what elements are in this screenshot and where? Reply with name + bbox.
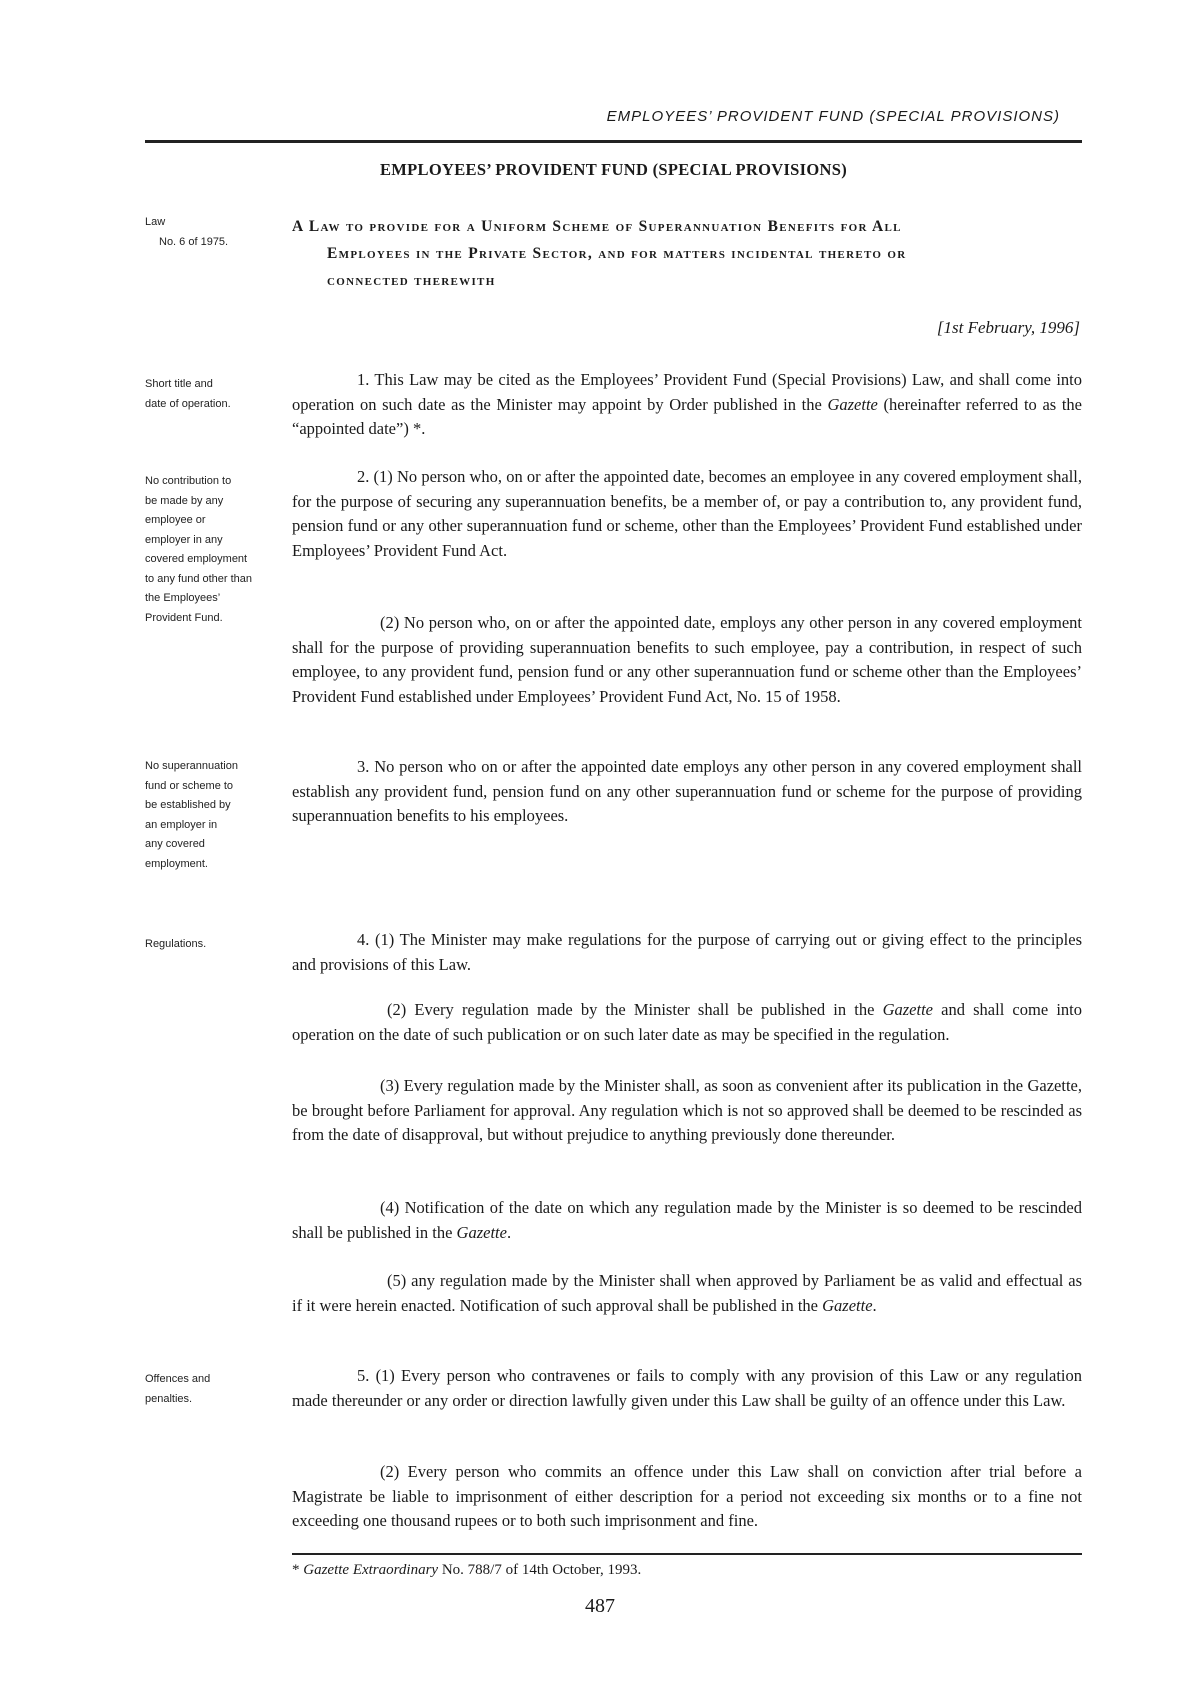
section-4-2 [292,998,1082,1047]
long-title-line: A Law to provide for a Uniform Scheme of Superannuation Benefits for All [292,218,902,235]
section-text: . [506,1222,512,1242]
footnote [292,1562,1082,1579]
marginal-note-line: Regulations. [145,938,207,950]
section-3: 3. No person who on or after the appointed date employs any other person in any covered employment shall establish any provident fund, pension fund on any other superannuation fund or scheme for the purpose of providing superannuation benefits to his employees. [292,757,1082,825]
marginal-note-line: any covered [145,838,205,850]
section-4-5 [292,1269,1082,1318]
section-text: (5) any regulation made by the Minister shall when approved by Parliament be as valid and effectual as if it were herein enacted. Notification of such approval shall be published in the [292,1271,1082,1315]
footnote-marker: * [292,1562,304,1578]
marginal-note-line: Short title and [145,378,213,390]
long-title-line: connected therewith [327,272,496,289]
section-text: (2) Every regulation made by the Minister shall be published in the [387,1000,883,1019]
marginal-note-line: penalties. [145,1392,193,1405]
marginal-note-regulations [145,935,270,955]
marginal-note-line: Provident Fund. [145,611,223,624]
marginal-note-line: employer in any [145,533,223,546]
law-note-line: Law [145,216,166,228]
page-number: 487 [585,1595,615,1617]
marginal-note-line: No contribution to [145,475,232,487]
law-note-line: No. 6 of 1975. [159,235,229,248]
marginal-note-line: employee or [145,514,206,526]
gazette-italic: Gazette [882,1000,933,1019]
enactment-date: [1st February, 1996] [936,318,1080,337]
section-5-1: 5. (1) Every person who contravenes or fails to comply with any provision of this Law or any regulation made thereunder or any order or direction lawfully given under this Law shall be guilty of an offence under this Law. [292,1366,1082,1410]
long-title [292,213,1082,294]
section-text: 1. This Law may be cited as the Employees’ Provident Fund (Special Provisions) Law, and shall come into operation on such date as the Minister may appoint by Order published in the [292,370,1082,414]
marginal-note-line: be made by any [145,494,224,507]
marginal-note-short-title [145,375,270,414]
marginal-note-line: an employer in [145,818,218,831]
section-4-1: 4. (1) The Minister may make regulations for the purpose of carrying out or giving effect to the principles and provisions of this Law. [292,930,1082,974]
section-text: . [872,1295,877,1315]
section-text: (hereinafter referred to as the “appointed date”) *. [292,394,1082,438]
document-title: EMPLOYEES’ PROVIDENT FUND (SPECIAL PROVISIONS) [380,160,847,179]
gazette-italic: Gazette [456,1222,507,1242]
section-2-1: 2. (1) No person who, on or after the appointed date, becomes an employee in any covered employment shall, for the purpose of securing any superannuation benefits, be a member of, or pay a contribution to, any provident fund, pension fund or any other superannuation fund or scheme, other than the Employees’ Provident Fund established under Employees’ Provident Fund Act. [292,467,1082,560]
section-1 [292,368,1082,442]
gazette-italic: Gazette [827,394,878,414]
footnote-text: No. 788/7 of 14th October, 1993. [438,1562,642,1578]
section-4-4 [292,1196,1082,1245]
footnote-italic: Gazette Extraordinary [303,1562,439,1578]
marginal-note-line: be established by [145,799,231,811]
section-4-3: (3) Every regulation made by the Minister shall, as soon as convenient after its publication in the Gazette, be brought before Parliament for approval. Any regulation which is not so approved shall be deemed to be rescinded as from the date of disapproval, but without prejudice to anything previously done thereunder. [292,1076,1082,1144]
marginal-note-line: covered employment [145,553,248,565]
marginal-note-offences [145,1370,270,1409]
running-head: EMPLOYEES’ PROVIDENT FUND (SPECIAL PROVISIONS) [606,108,1060,125]
marginal-note-line: No superannuation [145,760,238,772]
marginal-note-line: fund or scheme to [145,779,234,792]
marginal-note-line: to any fund other than [145,572,253,585]
gazette-italic: Gazette [822,1295,873,1315]
marginal-note-line: Offences and [145,1373,211,1385]
long-title-line: Employees in the Private Sector, and for matters incidental thereto or [327,245,907,262]
footnote-rule [292,1553,1082,1555]
marginal-note-no-superannuation [145,757,270,874]
section-text: (4) Notification of the date on which any regulation made by the Minister is so deemed to be rescinded shall be published in the [292,1198,1082,1242]
section-2-2: (2) No person who, on or after the appointed date, employs any other person in any covered employment shall for the purpose of providing superannuation benefits to such employee, pay a contribution, in respect of such employee, to any provident fund, pension fund or any other superannuation fund or scheme other than the Employees’ Provident Fund established under Employees’ Provident Fund Act, No. 15 of 1958. [292,613,1082,706]
marginal-note-no-contribution [145,472,270,628]
section-text: and shall come into operation on the date of such publication or on such later date as may be specified in the regulation. [292,1000,1082,1044]
marginal-note-line: the Employees’ [145,592,221,604]
top-rule [145,140,1082,143]
law-number-note [145,213,270,252]
marginal-note-line: date of operation. [145,397,231,410]
marginal-note-line: employment. [145,857,208,870]
section-5-2: (2) Every person who commits an offence under this Law shall on conviction after trial before a Magistrate be liable to imprisonment of either description for a period not exceeding six months or to a fine not exceeding one thousand rupees or to both such imprisonment and fine. [292,1462,1082,1530]
